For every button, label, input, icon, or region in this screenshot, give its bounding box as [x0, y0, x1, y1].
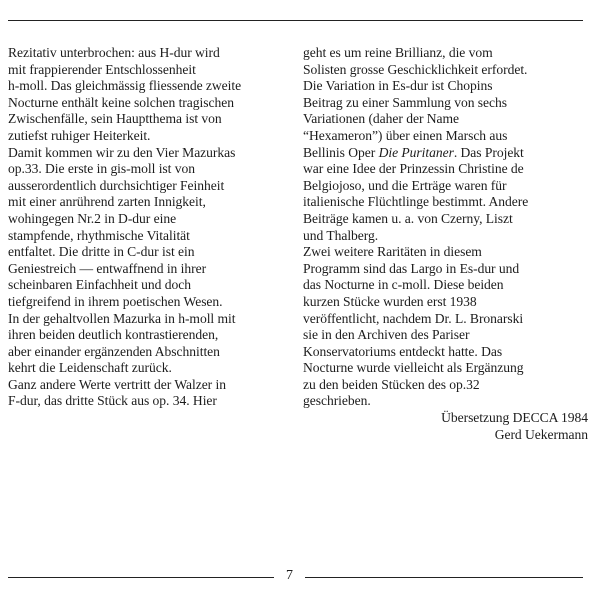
- page-footer: [8, 568, 583, 585]
- translation-credit: Übersetzung DECCA 1984: [441, 410, 588, 426]
- right-paragraph-1: [303, 45, 588, 244]
- footer-rule-right: [305, 577, 583, 578]
- left-column: [8, 45, 296, 410]
- author-credit: Gerd Uekermann: [494, 426, 588, 442]
- top-rule: [8, 20, 583, 21]
- left-column-text: Rezitativ unterbrochen: aus H-dur wird mit frappierender Entschlossenheit h-moll. Das gleichmässig fliessende zweite Nocturne enthält keine solchen tragischen Zwischenfälle, sein Hauptthema ist von zutiefst ruhiger Heiterkeit. Damit kommen wir zu den Vier Mazurkas op.33. Die erste in gis-moll ist von ausserordentlich durchsichtiger Feinheit mit einer anrührend zarten Innigkeit, wohingegen Nr.2 in D-dur eine stampfende, rhythmische Vitalität entfaltet. Die dritte in C-dur ist ein Geniestreich — entwaffnend in ihrer scheinbaren Einfachheit und doch tiefgreifend in ihrem poetischen Wesen. In der gehaltvollen Mazurka in h-moll mit ihren beiden deutlich kontrastierenden, aber einander ergänzenden Abschnitten kehrt die Leidenschaft zurück. Ganz andere Werte vertritt der Walzer in F-dur, das dritte Stück aus op. 34. Hier: [8, 45, 242, 409]
- right-paragraph-1-text: geht es um reine Brillianz, die vom Solisten grosse Geschicklichkeit erfordet. Die Variation in Es-dur ist Chopins Beitrag zu einer Sammlung von sechs Variationen (daher der Name “Hexameron”) über einen Marsch aus: [303, 45, 528, 143]
- right-column: [303, 45, 588, 443]
- footer-rule-left: [8, 577, 274, 578]
- right-paragraph-2: Zwei weitere Raritäten in diesem Programm sind das Largo in Es-dur und das Nocturne in c-moll. Diese beiden kurzen Stücke wurden erst 1938 veröffentlicht, nachdem Dr. L. Bronarski sie in den Archiven des Pariser Konservatoriums entdeckt hatte. Das Nocturne wurde vielleicht als Ergänzung zu den beiden Stücken des op.32 geschrieben.: [303, 244, 524, 409]
- right-paragraph-1-rest: war eine Idee der Prinzessin Christine de Belgiojoso, und die Erträge waren für italienische Flüchtlinge bestimmt. Andere Beiträge kamen u. a. von Czerny, Liszt und Thalberg.: [303, 161, 529, 243]
- opera-title: Die Puritaner: [378, 144, 454, 160]
- opera-line: Bellinis Oper Die Puritaner. Das Projekt: [303, 144, 524, 160]
- page-number: 7: [286, 568, 293, 583]
